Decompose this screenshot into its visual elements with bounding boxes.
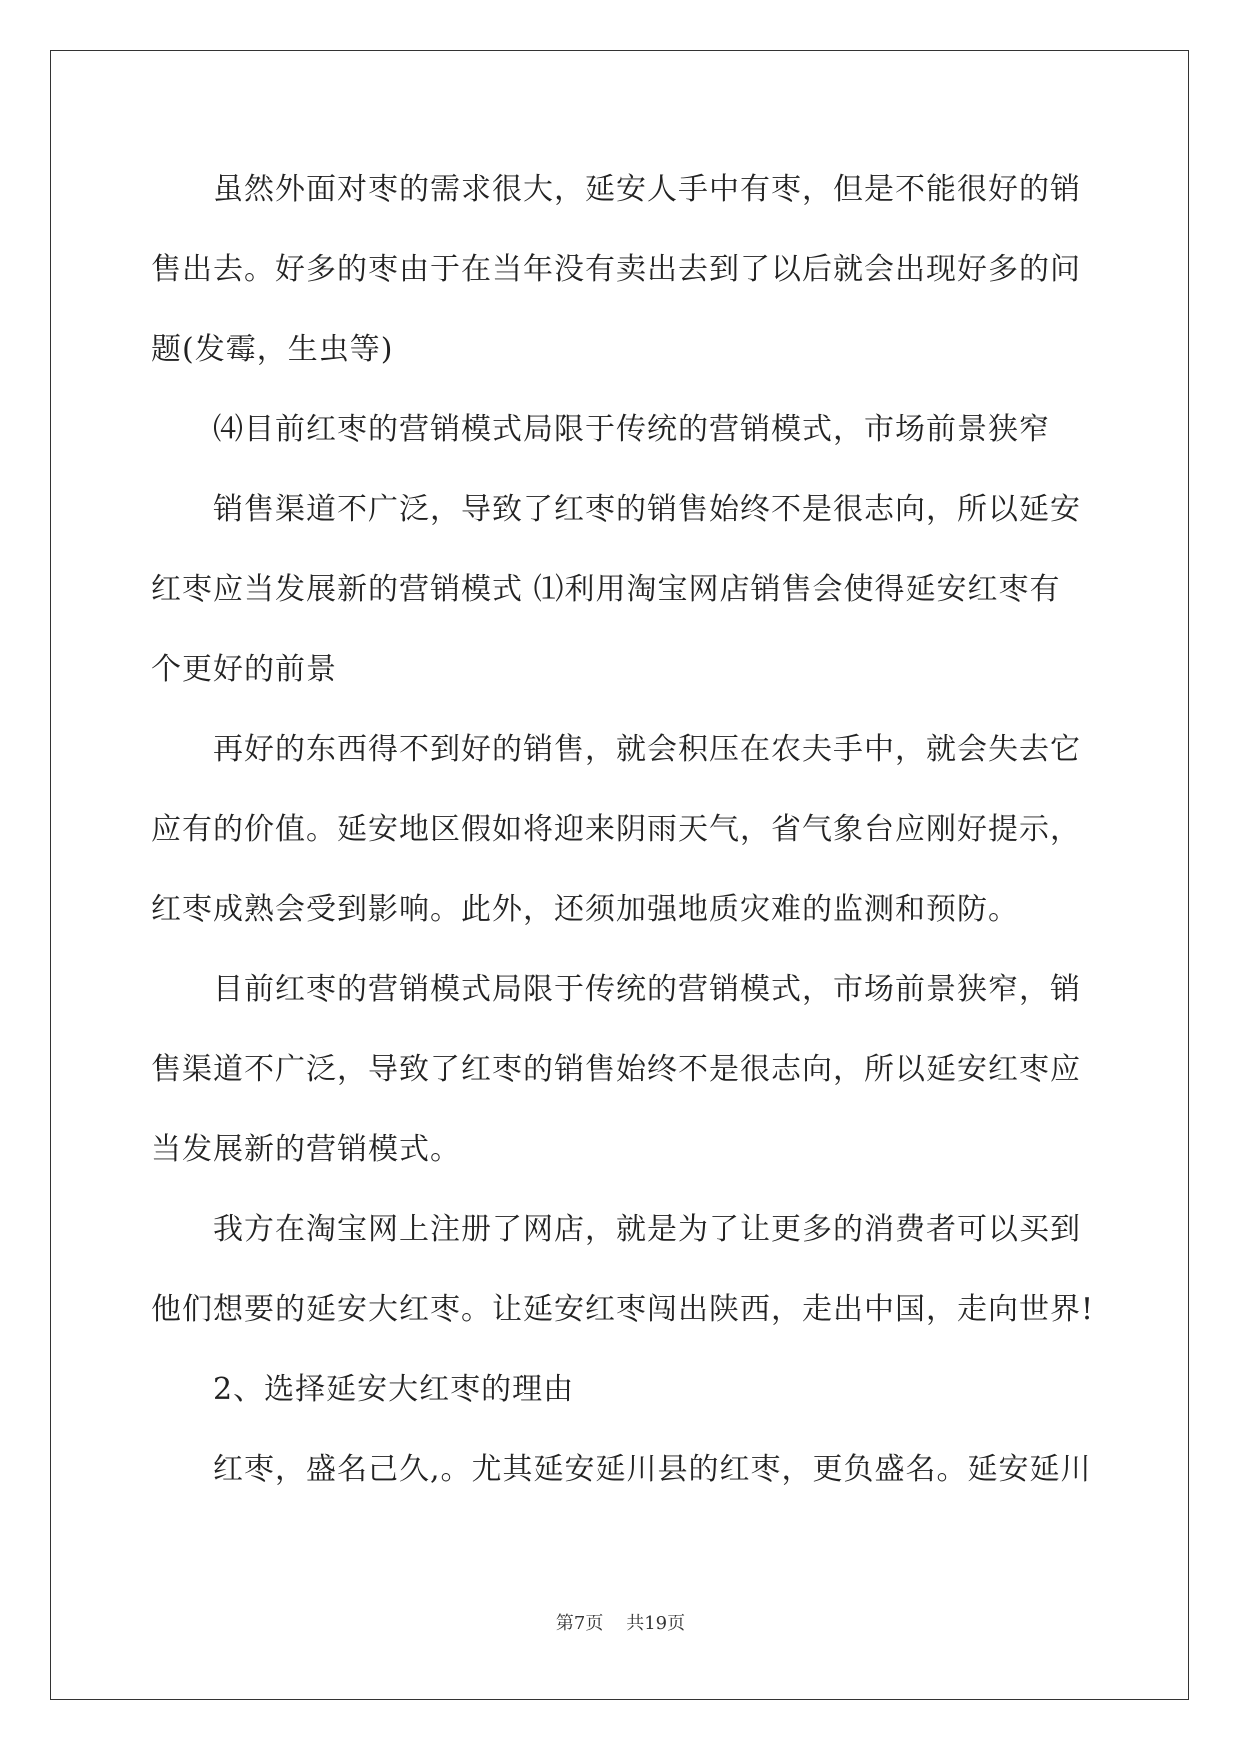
paragraph-line: 红枣成熟会受到影响。此外，还须加强地质灾难的监测和预防。 <box>151 892 1019 927</box>
page-number-total: 共19页 <box>626 1613 686 1634</box>
paragraph-line: 虽然外面对枣的需求很大，延安人手中有枣，但是不能很好的销 <box>213 172 1081 207</box>
paragraph-line: 红枣应当发展新的营销模式 ⑴利用淘宝网店销售会使得延安红枣有 <box>151 572 1061 607</box>
section-heading: 2、选择延安大红枣的理由 <box>213 1372 575 1407</box>
paragraph-line: 他们想要的延安大红枣。让延安红枣闯出陕西，走出中国，走向世界! <box>151 1292 1095 1327</box>
paragraph-line: 再好的东西得不到好的销售，就会积压在农夫手中，就会失去它 <box>213 732 1081 767</box>
paragraph-line: 售出去。好多的枣由于在当年没有卖出去到了以后就会出现好多的问 <box>151 252 1081 287</box>
section-heading: ⑷目前红枣的营销模式局限于传统的营销模式，市场前景狭窄 <box>213 412 1050 447</box>
paragraph-line: 销售渠道不广泛，导致了红枣的销售始终不是很志向，所以延安 <box>213 492 1081 527</box>
paragraph-line: 红枣，盛名己久,。尤其延安延川县的红枣，更负盛名。延安延川 <box>213 1452 1092 1487</box>
paragraph-line: 我方在淘宝网上注册了网店，就是为了让更多的消费者可以买到 <box>213 1212 1081 1247</box>
paragraph-line: 售渠道不广泛，导致了红枣的销售始终不是很志向，所以延安红枣应 <box>151 1052 1081 1087</box>
paragraph-line: 目前红枣的营销模式局限于传统的营销模式，市场前景狭窄，销 <box>213 972 1081 1007</box>
page-number-current: 第7页 <box>555 1613 604 1634</box>
page-footer <box>0 1612 1241 1636</box>
paragraph-line: 当发展新的营销模式。 <box>151 1132 461 1167</box>
paragraph-line: 应有的价值。延安地区假如将迎来阴雨天气，省气象台应刚好提示， <box>151 812 1081 847</box>
paragraph-line: 个更好的前景 <box>151 652 337 687</box>
paragraph-line: 题(发霉，生虫等) <box>151 332 394 367</box>
